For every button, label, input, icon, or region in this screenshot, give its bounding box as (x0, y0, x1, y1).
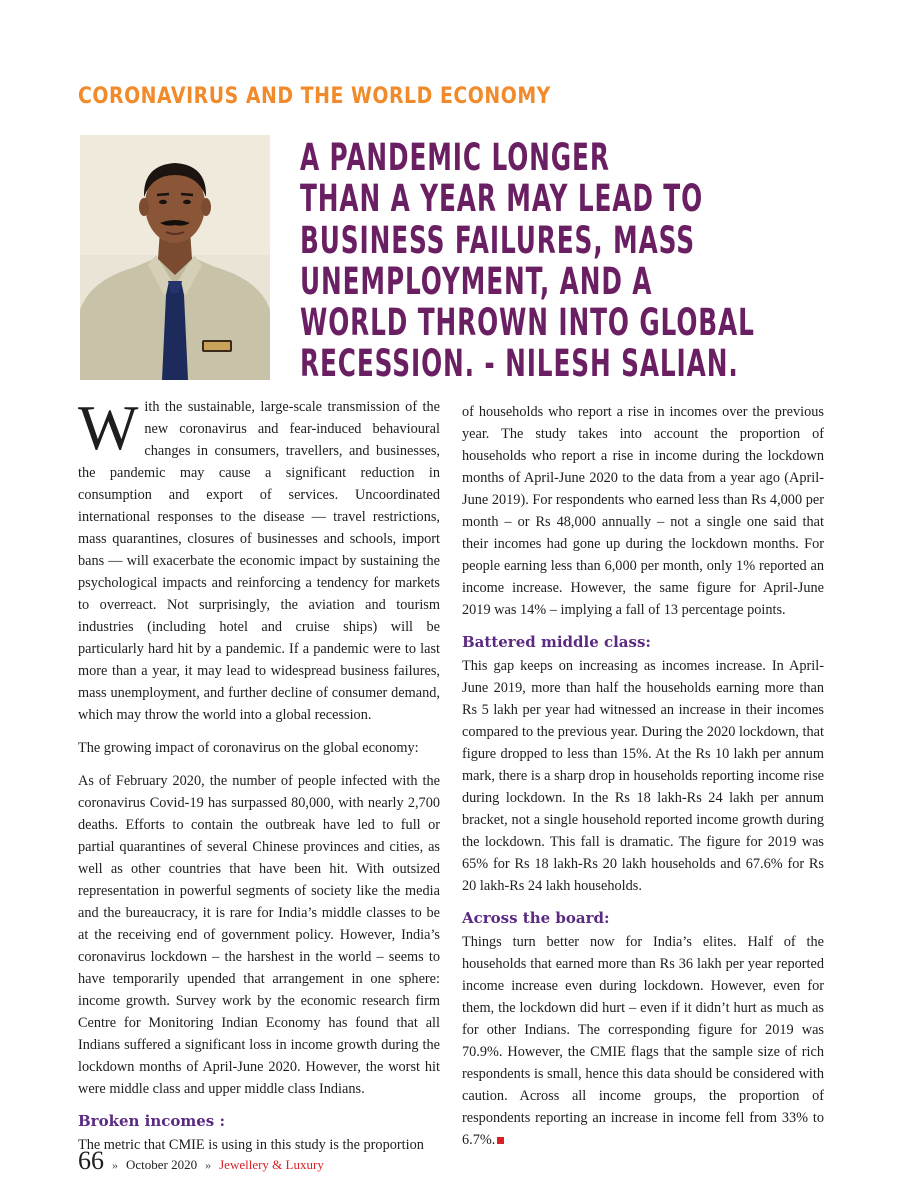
drop-cap: W (78, 392, 139, 463)
subheading-across-the-board: Across the board: (462, 909, 610, 927)
paragraph-impact-intro: The growing impact of coronavirus on the global economy: (78, 740, 419, 756)
magazine-name: Jewellery & Luxury (219, 1157, 324, 1172)
footer-separator-1: » (112, 1158, 118, 1172)
across-text: Things turn better now for India’s elites. Half of the households that earned more than Rs 36 lakh per year reported income increase even during lockdown. However, even for them, the lockdown did hurt – even if it didn’t hurt as much as for other Indians. The corresponding figure for 2019 was 70.9%. However, the CMIE flags that the sample size of rich respondents is small, hence this data should be considered with caution. Across all income groups, the proportion of respondents reporting an increase in income fell from 33% to 6.7%. (462, 934, 824, 1148)
intro-paragraph (78, 392, 440, 726)
red-square-end-mark-icon (497, 1137, 504, 1144)
issue-date: October 2020 (126, 1157, 198, 1172)
section-label: CORONAVIRUS AND THE WORLD ECONOMY (78, 84, 551, 109)
paragraph-broken-incomes-cont: of households who report a rise in incomes over the previous year. The study takes into account the proportion of households who report a rise in income during the lockdown months of April-June 2020 to the data from a year ago (April-June 2019). For respondents who earned less than Rs 4,000 per month – or Rs 48,000 annually – not a single one said that their incomes had gone up during the lockdown months. For people earning less than 6,000 per month, only 1% reported an income increase. However, the same figure for April-June 2019 was 14% – implying a fall of 13 percentage points. (462, 404, 824, 618)
portrait-illustration (80, 135, 270, 380)
author-photo (80, 135, 270, 380)
paragraph-broken-incomes: The metric that CMIE is using in this study is the proportion (78, 1137, 424, 1153)
pull-quote: A PANDEMIC LONGER THAN A YEAR MAY LEAD TO BUSINESS FAILURES, MASS UNEMPLOYMENT, AND A WORLD THROWN INTO GLOBAL RECESSION. - NILESH SALIAN. (300, 136, 755, 386)
subheading-broken-incomes: Broken incomes : (78, 1112, 226, 1130)
page-number: 66 (78, 1146, 104, 1175)
paragraph-battered-middle-class: This gap keeps on increasing as incomes increase. In April-June 2019, more than half the households earning more than Rs 5 lakh per year had witnessed an increase in their incomes compared to the previous year. During the 2020 lockdown, that figure dropped to less than 15%. At the Rs 10 lakh per annum mark, there is a sharp drop in households reporting income rise during lockdown. In the Rs 18 lakh-Rs 24 lakh per annum bracket, not a single household reported income growth during the lockdown. This fall is dramatic. The figure for 2019 was 65% for Rs 18 lakh-Rs 20 lakh households and 67.6% for Rs 20 lakh-Rs 24 lakh households. (462, 658, 824, 894)
subheading-battered-middle-class: Battered middle class: (462, 633, 651, 651)
intro-text: ith the sustainable, large-scale transmission of the new coronavirus and fear-induced behavioural changes in consumers, travellers, and businesses, the pandemic may cause a significant reduction in consumption and export of services. Uncoordinated international responses to the disease — travel restrictions, mass quarantines, closures of businesses and schools, import bans — will exacerbate the economic impact by sustaining the psychological impacts and reinforcing a tendency for markets to overreact. Not surprisingly, the aviation and tourism industries (including hotel and cruise ships) will be particularly hard hit by a pandemic. If a pandemic were to last more than a year, it may lead to widespread business failures, mass unemployment, and further decline of consumer demand, which may throw the world into a global recession. (78, 399, 440, 723)
article-column-right (462, 401, 824, 1162)
paragraph-across-the-board (462, 931, 824, 1151)
article-column-left (78, 392, 440, 1163)
paragraph-february-2020: As of February 2020, the number of people infected with the coronavirus Covid-19 has surpassed 80,000, with nearly 2,700 deaths. Efforts to contain the outbreak have led to full or partial quarantines of several Chinese provinces and cities, as well as other countries that have been hit. With outsized representation in powerful segments of society like the media and the bureaucracy, it is rare for India’s middle classes to be at the receiving end of government policy. However, India’s coronavirus lockdown – the harshest in the world – seems to have temporarily upended that arrangement in one sphere: income growth. Survey work by the economic research firm Centre for Monitoring Indian Economy has found that all Indians suffered a significant loss in income growth during the lockdown months of April-June 2020. However, the worst hit were middle class and upper middle class Indians. (78, 773, 440, 1097)
page-footer (78, 1146, 578, 1176)
footer-separator-2: » (205, 1158, 212, 1172)
